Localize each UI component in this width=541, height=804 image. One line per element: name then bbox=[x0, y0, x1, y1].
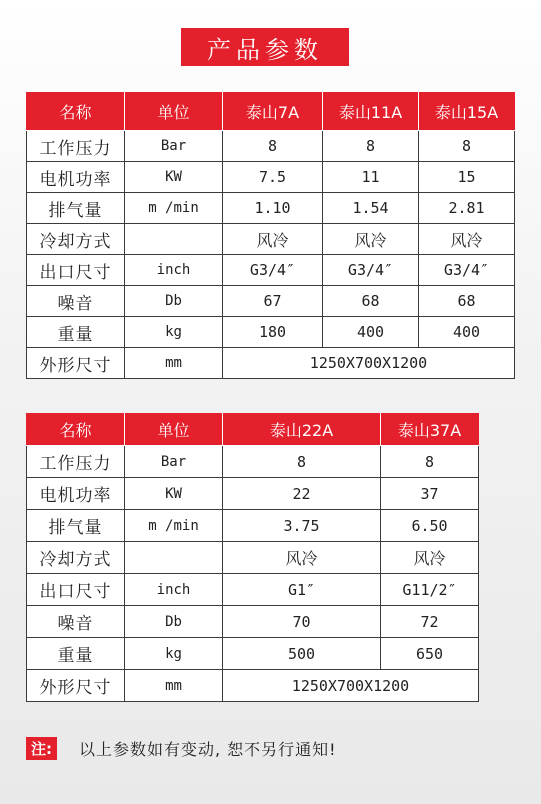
row-value: 8 bbox=[223, 131, 323, 162]
row-unit: kg bbox=[125, 638, 223, 670]
row-value: 72 bbox=[381, 606, 479, 638]
header-cell: 泰山7A bbox=[223, 93, 323, 131]
row-value: 3.75 bbox=[223, 510, 381, 542]
row-label: 重量 bbox=[27, 317, 125, 348]
row-value: 22 bbox=[223, 478, 381, 510]
row-value: G3/4″ bbox=[223, 255, 323, 286]
row-label: 重量 bbox=[27, 638, 125, 670]
row-value: 180 bbox=[223, 317, 323, 348]
table-row bbox=[27, 286, 515, 317]
row-value: 8 bbox=[223, 446, 381, 478]
row-value: 6.50 bbox=[381, 510, 479, 542]
header-cell: 泰山37A bbox=[381, 414, 479, 446]
row-value: 风冷 bbox=[223, 224, 323, 255]
spec-table-1 bbox=[26, 92, 515, 379]
page-title: 产品参数 bbox=[181, 28, 349, 66]
table-row bbox=[27, 446, 479, 478]
row-value: 400 bbox=[419, 317, 515, 348]
row-label: 噪音 bbox=[27, 606, 125, 638]
row-value: 2.81 bbox=[419, 193, 515, 224]
row-unit: inch bbox=[125, 255, 223, 286]
row-value: 风冷 bbox=[223, 542, 381, 574]
row-unit: kg bbox=[125, 317, 223, 348]
table-row bbox=[27, 162, 515, 193]
footnote bbox=[26, 736, 337, 760]
row-value: 37 bbox=[381, 478, 479, 510]
table-row bbox=[27, 638, 479, 670]
row-unit: KW bbox=[125, 478, 223, 510]
row-value: 8 bbox=[323, 131, 419, 162]
row-label: 排气量 bbox=[27, 510, 125, 542]
row-label: 电机功率 bbox=[27, 162, 125, 193]
row-value: 8 bbox=[381, 446, 479, 478]
table-row bbox=[27, 574, 479, 606]
header-cell: 单位 bbox=[125, 93, 223, 131]
row-value: 650 bbox=[381, 638, 479, 670]
row-value: 400 bbox=[323, 317, 419, 348]
row-unit: m /min bbox=[125, 510, 223, 542]
row-value: 8 bbox=[419, 131, 515, 162]
table-row bbox=[27, 193, 515, 224]
row-unit: Db bbox=[125, 606, 223, 638]
note-text: 以上参数如有变动, 恕不另行通知! bbox=[79, 739, 337, 759]
row-unit: mm bbox=[125, 670, 223, 702]
row-label: 电机功率 bbox=[27, 478, 125, 510]
table-row bbox=[27, 131, 515, 162]
row-value: 1.54 bbox=[323, 193, 419, 224]
row-value: 500 bbox=[223, 638, 381, 670]
row-label: 冷却方式 bbox=[27, 224, 125, 255]
table-row bbox=[27, 542, 479, 574]
row-value: 70 bbox=[223, 606, 381, 638]
row-unit: mm bbox=[125, 348, 223, 379]
row-value: 7.5 bbox=[223, 162, 323, 193]
table-row bbox=[27, 348, 515, 379]
row-label: 排气量 bbox=[27, 193, 125, 224]
row-label: 工作压力 bbox=[27, 131, 125, 162]
row-value: 1250X700X1200 bbox=[223, 670, 479, 702]
header-cell: 泰山15A bbox=[419, 93, 515, 131]
row-label: 冷却方式 bbox=[27, 542, 125, 574]
row-value: G3/4″ bbox=[419, 255, 515, 286]
table-row bbox=[27, 606, 479, 638]
row-label: 外形尺寸 bbox=[27, 670, 125, 702]
row-value: 风冷 bbox=[323, 224, 419, 255]
table-row bbox=[27, 224, 515, 255]
header-cell: 泰山11A bbox=[323, 93, 419, 131]
table-row bbox=[27, 255, 515, 286]
row-label: 工作压力 bbox=[27, 446, 125, 478]
spec-table-2 bbox=[26, 413, 479, 702]
row-unit bbox=[125, 224, 223, 255]
row-value: 68 bbox=[323, 286, 419, 317]
row-unit: m /min bbox=[125, 193, 223, 224]
note-label: 注: bbox=[26, 737, 57, 760]
row-label: 噪音 bbox=[27, 286, 125, 317]
header-cell: 单位 bbox=[125, 414, 223, 446]
row-unit: KW bbox=[125, 162, 223, 193]
row-value: 67 bbox=[223, 286, 323, 317]
row-label: 出口尺寸 bbox=[27, 574, 125, 606]
table-row bbox=[27, 478, 479, 510]
row-value: 风冷 bbox=[381, 542, 479, 574]
table-header-row bbox=[27, 93, 515, 131]
table-row bbox=[27, 510, 479, 542]
row-label: 外形尺寸 bbox=[27, 348, 125, 379]
row-value: 15 bbox=[419, 162, 515, 193]
row-value: G1″ bbox=[223, 574, 381, 606]
row-label: 出口尺寸 bbox=[27, 255, 125, 286]
table-row bbox=[27, 670, 479, 702]
row-value: G3/4″ bbox=[323, 255, 419, 286]
header-cell: 泰山22A bbox=[223, 414, 381, 446]
row-value: 1.10 bbox=[223, 193, 323, 224]
header-cell: 名称 bbox=[27, 93, 125, 131]
row-value: 11 bbox=[323, 162, 419, 193]
row-unit: Bar bbox=[125, 446, 223, 478]
row-value: 68 bbox=[419, 286, 515, 317]
row-unit bbox=[125, 542, 223, 574]
header-cell: 名称 bbox=[27, 414, 125, 446]
row-value: 风冷 bbox=[419, 224, 515, 255]
row-unit: Db bbox=[125, 286, 223, 317]
row-value: 1250X700X1200 bbox=[223, 348, 515, 379]
row-unit: inch bbox=[125, 574, 223, 606]
row-unit: Bar bbox=[125, 131, 223, 162]
table-header-row bbox=[27, 414, 479, 446]
table-row bbox=[27, 317, 515, 348]
row-value: G11/2″ bbox=[381, 574, 479, 606]
